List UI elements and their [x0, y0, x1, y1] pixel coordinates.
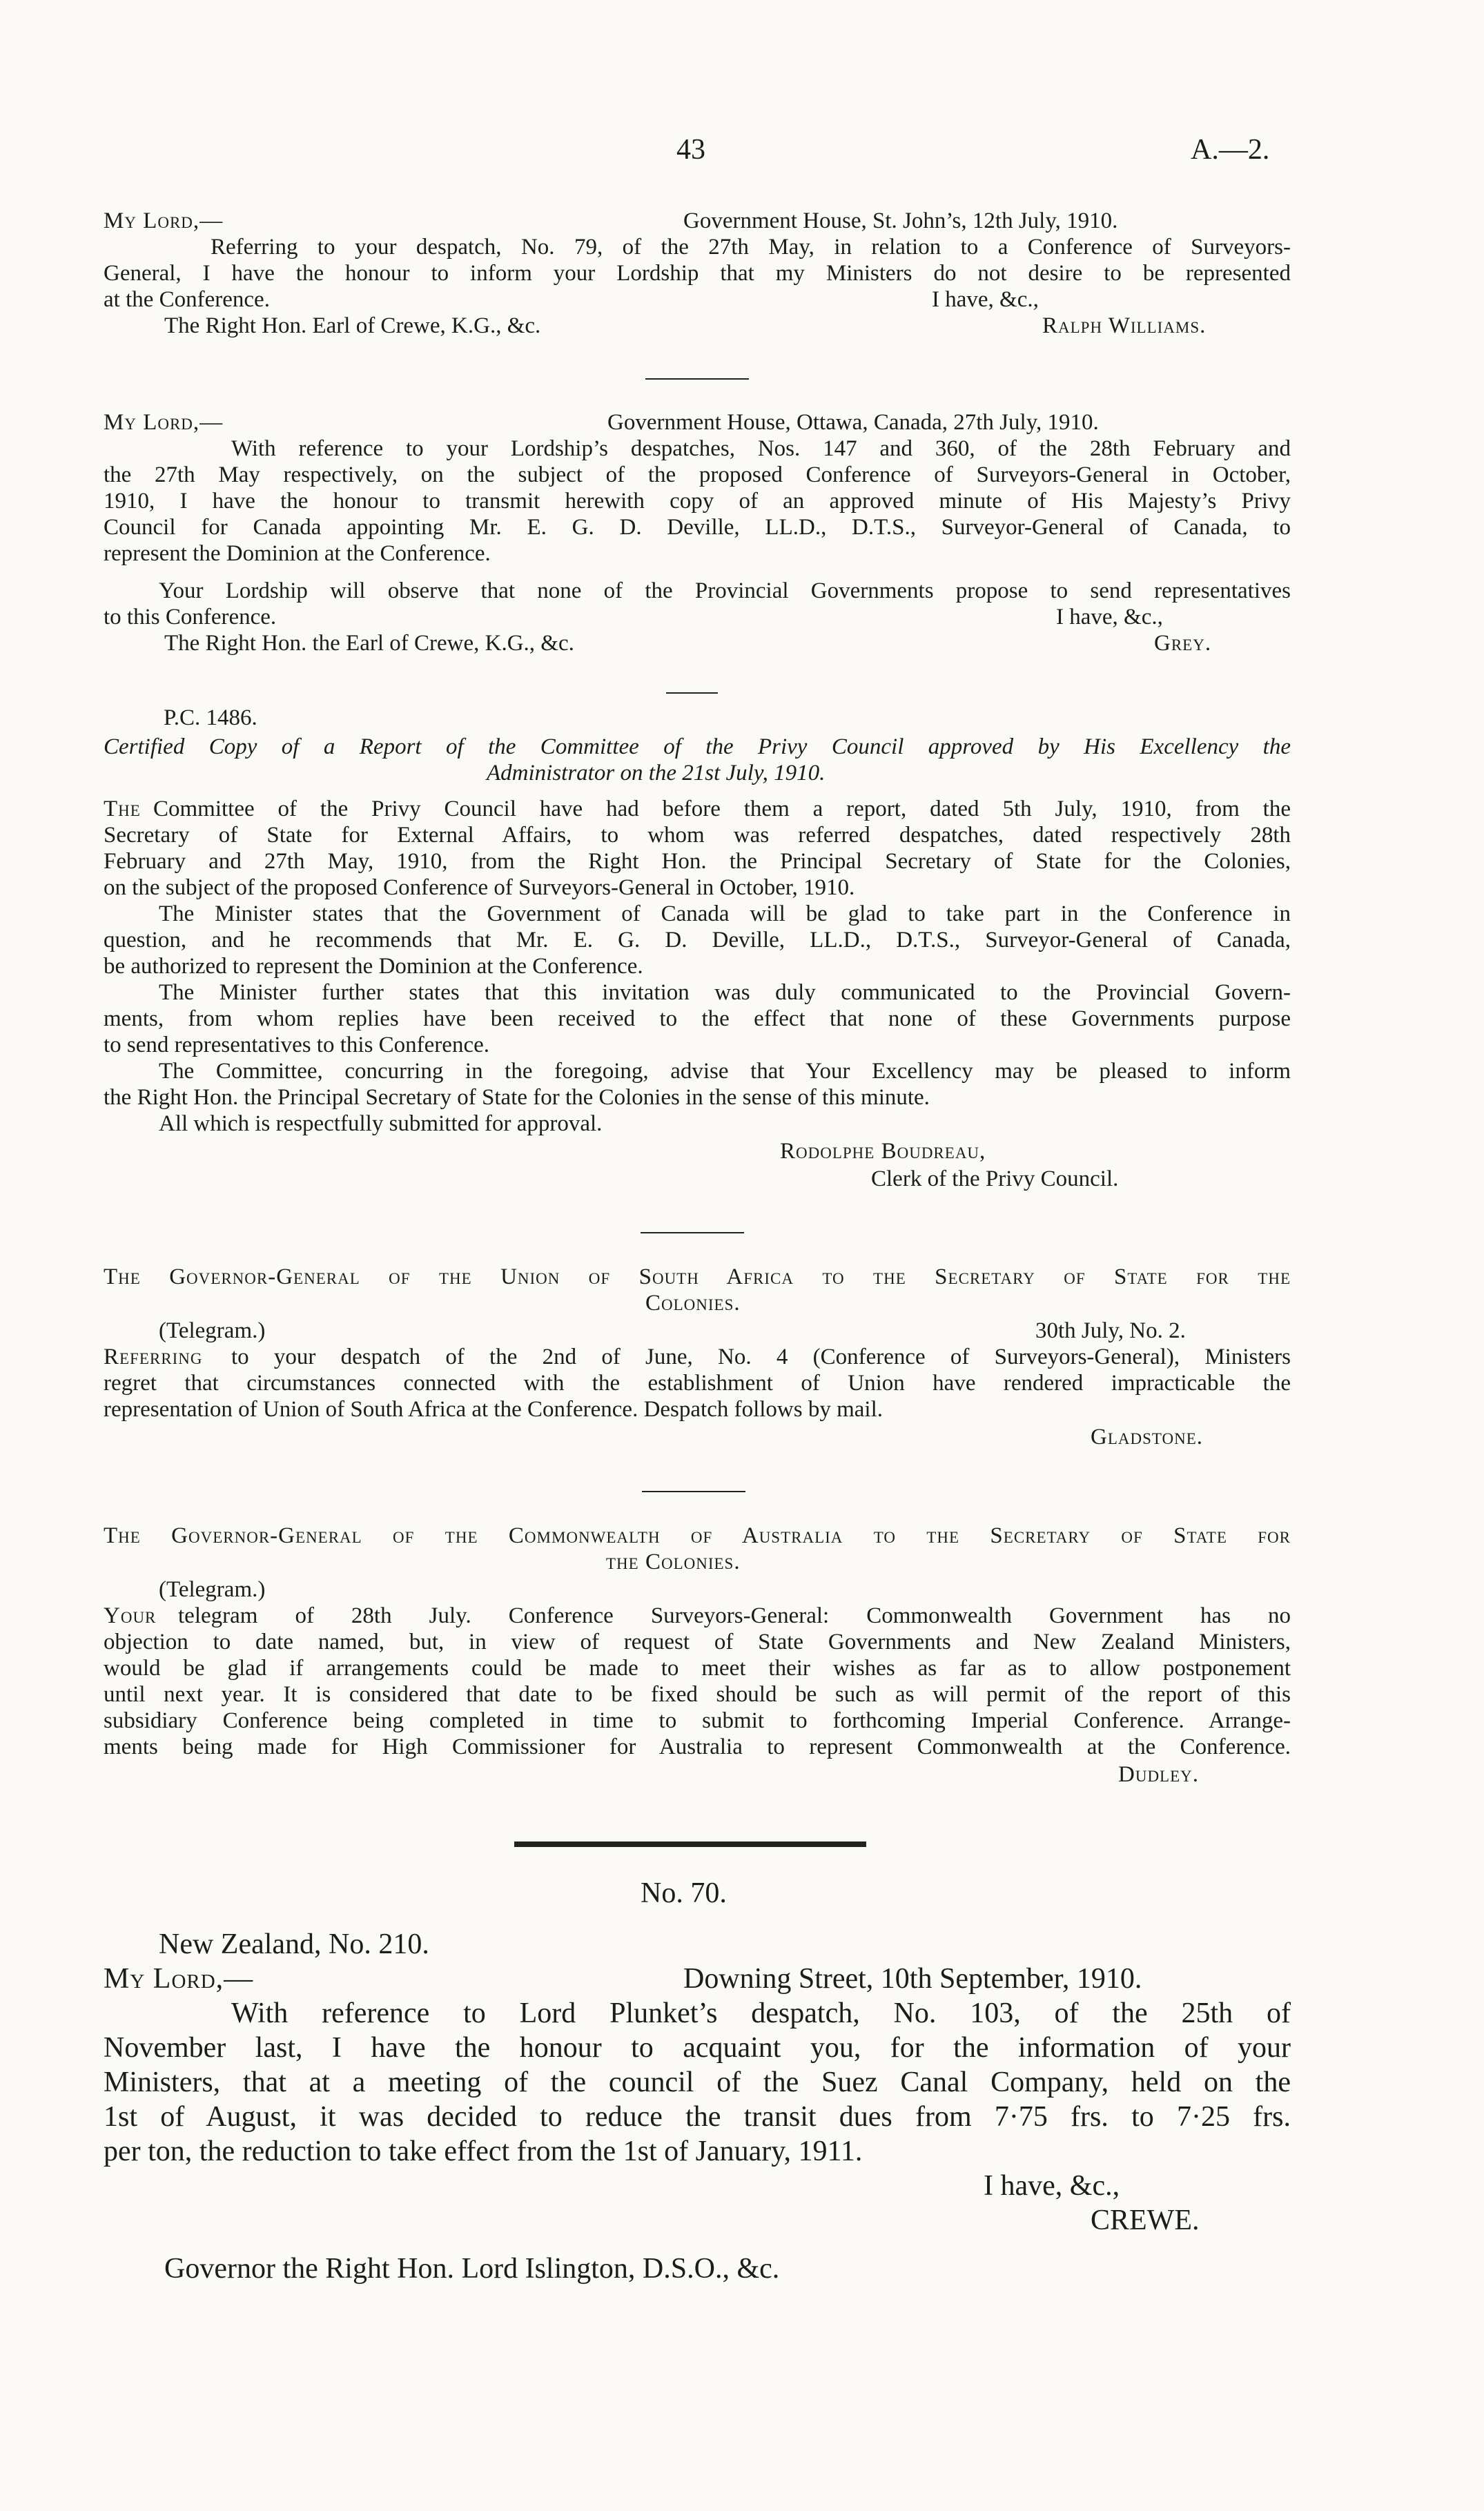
place-date: Government House, St. John’s, 12th July, 1910.	[683, 208, 1118, 233]
salutation: My Lord,—	[104, 1963, 254, 1995]
addressee: The Right Hon. Earl of Crewe, K.G., &c.	[164, 313, 541, 338]
body-line: subsidiary Conference being completed in time to submit to forthcoming Imperial Conference. Arrange-	[104, 1708, 1291, 1733]
page-number: 43	[676, 134, 705, 166]
body-line: question, and he recommends that Mr. E. G. D. Deville, LL.D., D.T.S., Surveyor-General of Canada,	[104, 928, 1291, 952]
telegram-date: 30th July, No. 2.	[1035, 1318, 1186, 1343]
divider	[645, 378, 749, 380]
body-line: 1910, I have the honour to transmit herewith copy of an approved minute of His Majesty’s Privy	[104, 489, 1291, 514]
signature: Gladstone.	[1091, 1425, 1204, 1449]
body-line: be authorized to represent the Dominion at the Conference.	[104, 954, 643, 979]
body-line: to this Conference.	[104, 605, 277, 629]
telegram-heading: Colonies.	[645, 1291, 741, 1316]
salutation: My Lord,—	[104, 410, 224, 435]
closing: I have, &c.,	[984, 2170, 1120, 2202]
body-line: Council for Canada appointing Mr. E. G. D. Deville, LL.D., D.T.S., Surveyor-General of Canada, to	[104, 515, 1291, 540]
body-line: until next year. It is considered that date to be fixed should be such as will permit of the report of this	[104, 1682, 1291, 1707]
body-line: November last, I have the honour to acquaint you, for the information of your	[104, 2032, 1291, 2064]
body-line: Committee of the Privy Council have had before them a report, dated 5th July, 1910, from the	[153, 797, 1291, 821]
minute-title: Administrator on the 21st July, 1910.	[487, 761, 826, 785]
body-line: Referring to your despatch, No. 79, of the 27th May, in relation to a Conference of Surveyors-	[211, 235, 1291, 260]
minute-reference: P.C. 1486.	[164, 705, 257, 730]
signature: Grey.	[1154, 631, 1212, 656]
place-date: Downing Street, 10th September, 1910.	[683, 1963, 1142, 1995]
salutation: My Lord,—	[104, 208, 224, 233]
body-line: With reference to your Lordship’s despatches, Nos. 147 and 360, of the 28th February and	[231, 436, 1291, 461]
divider	[641, 1232, 744, 1233]
body-line: ments, from whom replies have been received to the effect that none of these Governments purpose	[104, 1006, 1291, 1031]
body-line: ments being made for High Commissioner for Australia to represent Commonwealth at the Conference.	[104, 1735, 1291, 1759]
body-line: 1st of August, it was decided to reduce the transit dues from 7·75 frs. to 7·25 frs.	[104, 2101, 1291, 2133]
body-line: on the subject of the proposed Conference of Surveyors-General in October, 1910.	[104, 875, 855, 900]
telegram-heading: the Colonies.	[606, 1550, 741, 1574]
signature-name: Rodolphe Boudreau,	[780, 1139, 986, 1164]
minute-title: Certified Copy of a Report of the Committee of the Privy Council approved by His Excellency the	[104, 734, 1291, 759]
body-line: Ministers, that at a meeting of the council of the Suez Canal Company, held on the	[104, 2067, 1291, 2098]
body-line: The Minister states that the Government of Canada will be glad to take part in the Conference in	[159, 901, 1291, 926]
telegram-heading: The Governor-General of the Union of South Africa to the Secretary of State for the	[104, 1264, 1291, 1289]
body-line: Secretary of State for External Affairs, to whom was referred despatches, dated respectively 28th	[104, 823, 1291, 848]
body-line: All which is respectfully submitted for approval.	[159, 1111, 603, 1136]
body-line: would be glad if arrangements could be made to meet their wishes as far as to allow postponement	[104, 1656, 1291, 1681]
body-line: Your Lordship will observe that none of the Provincial Governments propose to send representatives	[159, 578, 1291, 603]
body-line: The Committee, concurring in the foregoing, advise that Your Excellency may be pleased to inform	[159, 1059, 1291, 1084]
first-word: Your	[104, 1603, 157, 1628]
body-line: With reference to Lord Plunket’s despatch, No. 103, of the 25th of	[231, 1997, 1291, 2029]
first-word: The	[104, 797, 141, 821]
despatch-reference: New Zealand, No. 210.	[159, 1928, 429, 1960]
body-line: regret that circumstances connected with the establishment of Union have rendered impracticable the	[104, 1371, 1291, 1396]
section-divider	[514, 1841, 866, 1847]
body-line: objection to date named, but, in view of request of State Governments and New Zealand Ministers,	[104, 1630, 1291, 1654]
body-line: General, I have the honour to inform your Lordship that my Ministers do not desire to be represented	[104, 261, 1291, 286]
closing: I have, &c.,	[1056, 605, 1163, 629]
telegram-label: (Telegram.)	[159, 1577, 266, 1602]
body-line: telegram of 28th July. Conference Surveyors-General: Commonwealth Government has no	[178, 1603, 1291, 1628]
body-line: the 27th May respectively, on the subject of the proposed Conference of Surveyors-General in October,	[104, 462, 1291, 487]
addressee: Governor the Right Hon. Lord Islington, D.S.O., &c.	[164, 2253, 780, 2285]
body-line: represent the Dominion at the Conference.	[104, 541, 491, 566]
body-line: representation of Union of South Africa at the Conference. Despatch follows by mail.	[104, 1397, 883, 1422]
body-line: February and 27th May, 1910, from the Right Hon. the Principal Secretary of State for the Colonies,	[104, 849, 1291, 874]
body-line: per ton, the reduction to take effect from the 1st of January, 1911.	[104, 2136, 863, 2167]
place-date: Government House, Ottawa, Canada, 27th July, 1910.	[607, 410, 1099, 435]
closing: I have, &c.,	[932, 287, 1039, 312]
body-line: The Minister further states that this invitation was duly communicated to the Provincial Govern-	[159, 980, 1291, 1005]
divider	[642, 1491, 745, 1492]
signature-title: Clerk of the Privy Council.	[871, 1166, 1119, 1191]
body-line: the Right Hon. the Principal Secretary of State for the Colonies in the sense of this minute.	[104, 1085, 930, 1110]
telegram-label: (Telegram.)	[159, 1318, 266, 1343]
body-line: to your despatch of the 2nd of June, No. 4 (Conference of Surveyors-General), Ministers	[231, 1345, 1291, 1369]
signature: CREWE.	[1091, 2205, 1200, 2236]
body-line: at the Conference.	[104, 287, 270, 312]
body-line: to send representatives to this Conference.	[104, 1033, 489, 1057]
despatch-number: No. 70.	[641, 1877, 727, 1909]
document-reference: A.—2.	[1191, 134, 1270, 166]
signature: Ralph Williams.	[1042, 313, 1207, 338]
signature: Dudley.	[1118, 1762, 1200, 1787]
divider	[666, 692, 718, 694]
addressee: The Right Hon. the Earl of Crewe, K.G., &c.	[164, 631, 574, 656]
telegram-heading: The Governor-General of the Commonwealth of Australia to the Secretary of State for	[104, 1523, 1291, 1548]
first-word: Referring	[104, 1345, 203, 1369]
